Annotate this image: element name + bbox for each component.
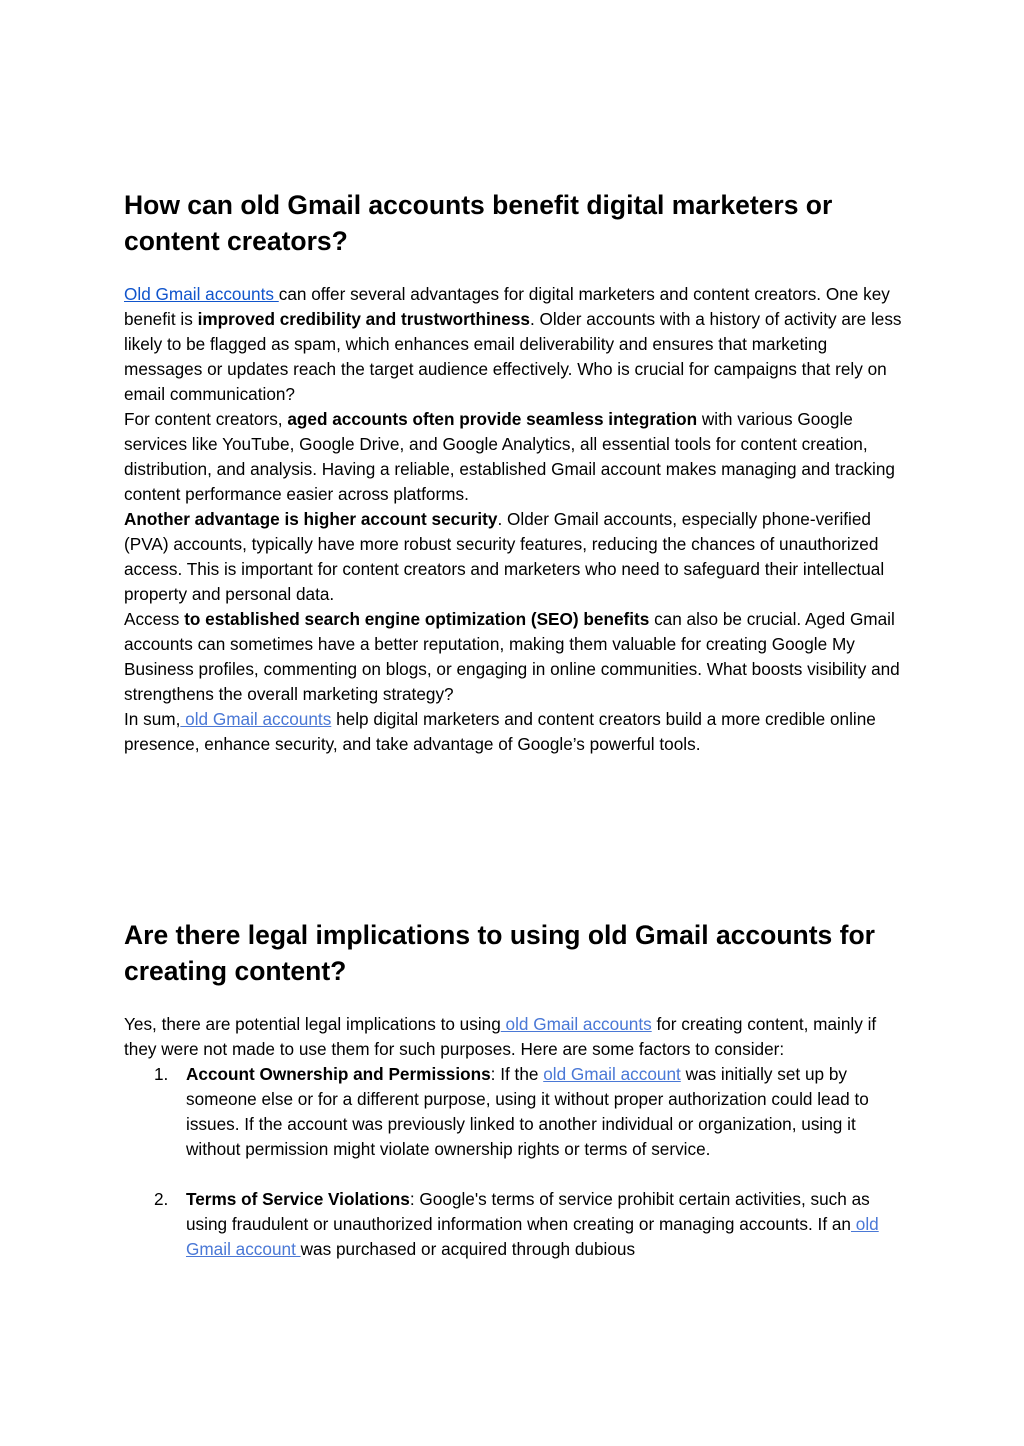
list-item: 1. Account Ownership and Permissions: If the old Gmail account was initially set up by someone else or for a different purpose, using it without proper authorization could lead to issues. If the account was previously linked to another individual or organization, using it without permission might violate ownership rights or terms of service.	[154, 1064, 869, 1159]
bold-phrase: aged accounts often provide seamless integration	[287, 409, 698, 429]
paragraph-seo: Access to established search engine optimization (SEO) benefits can also be crucial. Aged Gmail accounts can sometimes have a better reputation, making them valuable for creating Google My Business profiles, commenting on blogs, or engaging in online communities. What boosts visibility and strengthens the overall marketing strategy?	[124, 609, 900, 704]
section-body-legal	[124, 1012, 909, 1262]
paragraph-legal-intro: Yes, there are potential legal implications to using old Gmail accounts for creating content, mainly if they were not made to use them for such purposes. Here are some factors to consider:	[124, 1014, 877, 1059]
old-gmail-accounts-link[interactable]: old Gmail accounts	[500, 1014, 652, 1034]
bold-phrase: improved credibility and trustworthiness	[197, 309, 530, 329]
list-number: 1.	[154, 1064, 169, 1084]
bold-phrase: to established search engine optimization (SEO) benefits	[184, 609, 650, 629]
section-body-benefits	[124, 282, 909, 757]
old-gmail-account-link[interactable]: old Gmail account	[186, 1214, 879, 1259]
old-gmail-accounts-link[interactable]: old Gmail accounts	[180, 709, 332, 729]
bold-phrase: Another advantage is higher account security	[124, 509, 498, 529]
list-number: 2.	[154, 1189, 169, 1209]
section-heading-benefits: How can old Gmail accounts benefit digital marketers or content creators?	[124, 190, 833, 256]
list-item: 2. Terms of Service Violations: Google's terms of service prohibit certain activities, such as using fraudulent or unauthorized information when creating or managing accounts. If an old Gmail account was purchased or acquired through dubious	[154, 1189, 879, 1259]
legal-factors-list	[124, 1062, 909, 1262]
old-gmail-account-link[interactable]: old Gmail account	[543, 1064, 681, 1084]
paragraph-integration: For content creators, aged accounts often provide seamless integration with various Google services like YouTube, Google Drive, and Google Analytics, all essential tools for content creation, distribution, and analysis. Having a reliable, established Gmail account makes managing and tracking content performance easier across platforms.	[124, 409, 895, 504]
bold-phrase: Account Ownership and Permissions	[186, 1064, 491, 1084]
paragraph-security: Another advantage is higher account security. Older Gmail accounts, especially phone-verified (PVA) accounts, typically have more robust security features, reducing the chances of unauthorized access. This is important for content creators and marketers who need to safeguard their intellectual property and personal data.	[124, 509, 885, 604]
paragraph-summary: In sum, old Gmail accounts help digital marketers and content creators build a more credible online presence, enhance security, and take advantage of Google’s powerful tools.	[124, 709, 876, 754]
bold-phrase: Terms of Service Violations	[186, 1189, 410, 1209]
paragraph-credibility: Old Gmail accounts can offer several advantages for digital marketers and content creators. One key benefit is improved credibility and trustworthiness. Older accounts with a history of activity are less likely to be flagged as spam, which enhances email deliverability and ensures that marketing messages or updates reach the target audience effectively. Who is crucial for campaigns that rely on email communication?	[124, 284, 902, 404]
old-gmail-accounts-link[interactable]: Old Gmail accounts	[124, 284, 279, 304]
section-heading-legal: Are there legal implications to using old Gmail accounts for creating content?	[124, 920, 875, 986]
